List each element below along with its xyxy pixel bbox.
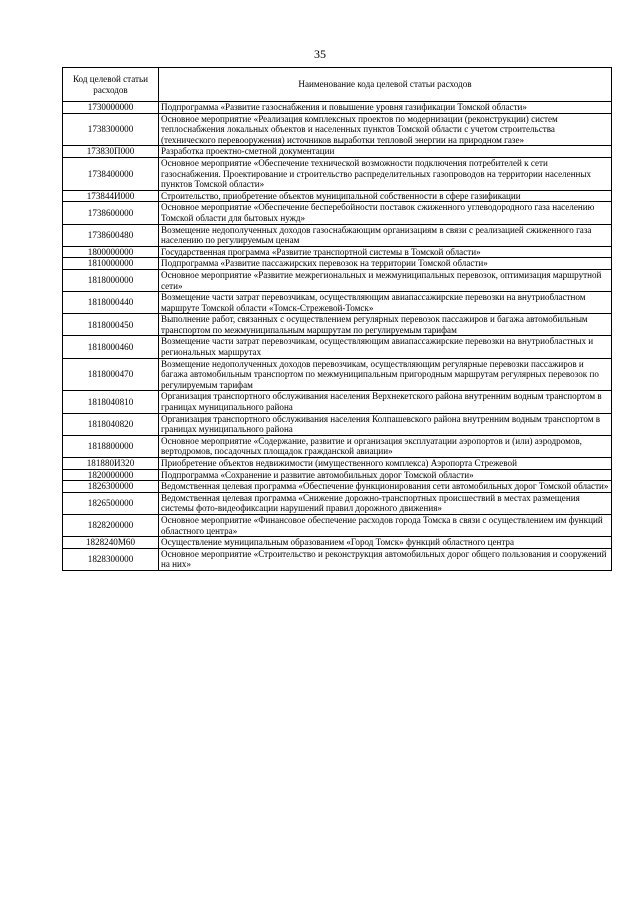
- table-header-row: [63, 68, 612, 102]
- row-code: 1826300000: [63, 481, 159, 493]
- row-code: 1738400000: [63, 157, 159, 190]
- row-code: 1818040810: [63, 391, 159, 413]
- row-code: 1738600480: [63, 224, 159, 246]
- row-code: 1818000440: [63, 292, 159, 314]
- row-code: 1818000000: [63, 269, 159, 291]
- table-row: [63, 102, 612, 114]
- table-row: [63, 514, 612, 536]
- row-name: Основное мероприятие «Развитие межрегиональных и межмуниципальных перевозок, оптимизация маршрутной сети»: [159, 269, 612, 291]
- table-body: [63, 102, 612, 571]
- row-name: Основное мероприятие «Обеспечение бесперебойности поставок сжиженного углеводородного газа населению Томской области для бытовых нужд»: [159, 202, 612, 224]
- table-row: [63, 391, 612, 413]
- table-row: [63, 113, 612, 146]
- row-code: 1828240М60: [63, 537, 159, 549]
- row-name: Основное мероприятие «Реализация комплексных проектов по модернизации (реконструкции) систем теплоснабжения локальных объектов и населенных пунктов Томской области с учетом строительства (технического перевооружения) источников выработки тепловой энергии на природном газе»: [159, 113, 612, 146]
- row-code: 181880И320: [63, 458, 159, 470]
- row-code: 1828200000: [63, 514, 159, 536]
- row-code: 1800000000: [63, 246, 159, 258]
- row-name: Основное мероприятие «Обеспечение технической возможности подключения потребителей к сети газоснабжения. Проектирование и строительство распределительных газопроводов на территории населенных пунктов Томской области»: [159, 157, 612, 190]
- row-name: Государственная программа «Развитие транспортной системы в Томской области»: [159, 246, 612, 258]
- table-row: [63, 292, 612, 314]
- table-row: [63, 413, 612, 435]
- table-row: [63, 537, 612, 549]
- table-row: [63, 190, 612, 202]
- table-row: [63, 224, 612, 246]
- row-code: 173830П000: [63, 146, 159, 158]
- row-name: Подпрограмма «Развитие пассажирских перевозок на территории Томской области»: [159, 258, 612, 270]
- table-row: [63, 481, 612, 493]
- table-row: [63, 314, 612, 336]
- table-row: [63, 435, 612, 457]
- row-code: 1820000000: [63, 469, 159, 481]
- row-name: Подпрограмма «Сохранение и развитие автомобильных дорог Томской области»: [159, 469, 612, 481]
- row-name: Основное мероприятие «Финансовое обеспечение расходов города Томска в связи с осуществлением им функций областного центра»: [159, 514, 612, 536]
- header-code: Код целевой статьи расходов: [63, 68, 159, 102]
- row-code: 1826500000: [63, 492, 159, 514]
- row-code: 1730000000: [63, 102, 159, 114]
- page-number: 35: [314, 47, 326, 61]
- table-row: [63, 458, 612, 470]
- row-name: Основное мероприятие «Содержание, развитие и организация эксплуатации аэропортов и (или) аэродромов, вертодромов, посадочных площадок гражданской авиации»: [159, 435, 612, 457]
- row-name: Организация транспортного обслуживания населения Колпашевского района внутренним водным транспортом в границах муниципального района: [159, 413, 612, 435]
- row-name: Основное мероприятие «Строительство и реконструкция автомобильных дорог общего пользования и сооружений на них»: [159, 548, 612, 570]
- table-row: [63, 469, 612, 481]
- table-row: [63, 548, 612, 570]
- row-code: 1818800000: [63, 435, 159, 457]
- header-name: Наименование кода целевой статьи расходов: [159, 68, 612, 102]
- row-name: Ведомственная целевая программа «Обеспечение функционирования сети автомобильных дорог Томской области»: [159, 481, 612, 493]
- table-row: [63, 146, 612, 158]
- table-row: [63, 492, 612, 514]
- table-row: [63, 336, 612, 358]
- budget-codes-table: [62, 67, 612, 571]
- row-name: Возмещение части затрат перевозчикам, осуществляющим авиапассажирские перевозки на внутриобластных и региональных маршрутах: [159, 336, 612, 358]
- row-name: Ведомственная целевая программа «Снижение дорожно-транспортных происшествий в местах размещения системы фото-видеофиксации нарушений правил дорожного движения»: [159, 492, 612, 514]
- row-code: 173844И000: [63, 190, 159, 202]
- row-code: 1818040820: [63, 413, 159, 435]
- row-name: Возмещение недополученных доходов газоснабжающим организациям в связи с реализацией сжиженного газа населению по регулируемым ценам: [159, 224, 612, 246]
- row-code: 1810000000: [63, 258, 159, 270]
- table-row: [63, 246, 612, 258]
- table-row: [63, 358, 612, 391]
- row-code: 1738600000: [63, 202, 159, 224]
- table-row: [63, 157, 612, 190]
- row-name: Подпрограмма «Развитие газоснабжения и повышение уровня газификации Томской области»: [159, 102, 612, 114]
- row-code: 1818000450: [63, 314, 159, 336]
- row-name: Возмещение недополученных доходов перевозчикам, осуществляющим регулярные перевозки пассажиров и багажа автомобильным транспортом по межмуниципальным пригородным маршрутам регулярных перевозок по регулируемым тарифам: [159, 358, 612, 391]
- row-code: 1828300000: [63, 548, 159, 570]
- table-row: [63, 269, 612, 291]
- row-code: 1818000470: [63, 358, 159, 391]
- row-name: Организация транспортного обслуживания населения Верхнекетского района внутренним водным транспортом в границах муниципального района: [159, 391, 612, 413]
- row-name: Возмещение части затрат перевозчикам, осуществляющим авиапассажирские перевозки на внутриобластном маршруте Томской области «Томск-Стрежевой-Томск»: [159, 292, 612, 314]
- row-name: Выполнение работ, связанных с осуществлением регулярных перевозок пассажиров и багажа автомобильным транспортом по межмуниципальным маршрутам по регулируемым тарифам: [159, 314, 612, 336]
- row-name: Строительство, приобретение объектов муниципальной собственности в сфере газификации: [159, 190, 612, 202]
- table-row: [63, 258, 612, 270]
- row-code: 1738300000: [63, 113, 159, 146]
- row-name: Разработка проектно-сметной документации: [159, 146, 612, 158]
- row-code: 1818000460: [63, 336, 159, 358]
- row-name: Осуществление муниципальным образованием «Город Томск» функций областного центра: [159, 537, 612, 549]
- table-row: [63, 202, 612, 224]
- row-name: Приобретение объектов недвижимости (имущественного комплекса) Аэропорта Стрежевой: [159, 458, 612, 470]
